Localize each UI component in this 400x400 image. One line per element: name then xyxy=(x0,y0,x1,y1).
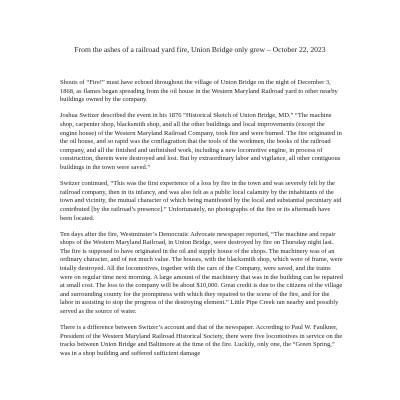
paragraph-3: Switzer continued, “This was the first experience of a loss by fire in the town and was severely felt by the railroad company, then in its infancy, and was also felt as a public local calamity by the inhabitants of the town and vicinity, the mutual character of which being manifested by the local and substantial pecuniary aid contributed [by the railroad’s presence].” Unfortunately, no photographs of the fire or its aftermath have been located. xyxy=(60,180,342,222)
paragraph-4: Ten days after the fire, Westminster’s Democratic Advocate newspaper reported, “The machine and repair shops of the Western Maryland Railroad, in Union Bridge, were destroyed by fire on Thursday night last. The fire is supposed to have originated in the oil and supply house of the shops. The machinery was of an ordinary character, and of not much value. The houses, with the blacksmith shop, which were of frame, were totally destroyed. All the locomotives, together with the cars of the Company, were saved, and the trains were on regular time next morning. A large amount of the machinery that was in the building can be repaired at small cost. The loss to the company will be about $10,000. Great credit is due to the citizens of the village and surrounding county for the promptness with which they repaired to the scene of the fire, and for the labor in assisting to stop the progress of the destroying element.” Little Pipe Creek ran nearby and possibly served as the source of water. xyxy=(60,230,343,316)
paragraph-5: There is a difference between Switzer’s account and that of the newspaper. According to Paul W. Faulkner, President of the Western Maryland Railroad Historical Society, there were five locomotives in service on the tracks between Union Bridge and Baltimore at the time of the fire. Luckily, only one, the “Green Spring,” was in a shop building and suffered sufficient damage xyxy=(60,324,343,357)
paragraph-2: Joshua Switzer described the event in his 1876 “Historical Sketch of Union Bridge, MD.” “The machine shop, carpenter shop, blacksmith shop, and all the other buildings and local improvements (except the engine house) of the Western Maryland Railroad Company, took fire and were burned. The fire originated in the oil house, and so rapid was the conflagration that the tools of the workmen, the books of the railroad company, and all the finished and unfinished work, including a new locomotive engine, in process of construction, therein were destroyed and lost. But by extraordinary labor and vigilance, all other contiguous buildings in the town were saved.” xyxy=(60,112,342,171)
paragraph-1: Shouts of “Fire!” must have echoed throughout the village of Union Bridge on the night of December 3, 1868, as flames began spreading from the oil house in the Western Maryland Railroad yard to other nearby buildings owned by the company. xyxy=(60,79,338,104)
document-body xyxy=(60,79,343,366)
document-title: From the ashes of a railroad yard fire, Union Bridge only grew – October 22, 2023 xyxy=(74,45,326,54)
